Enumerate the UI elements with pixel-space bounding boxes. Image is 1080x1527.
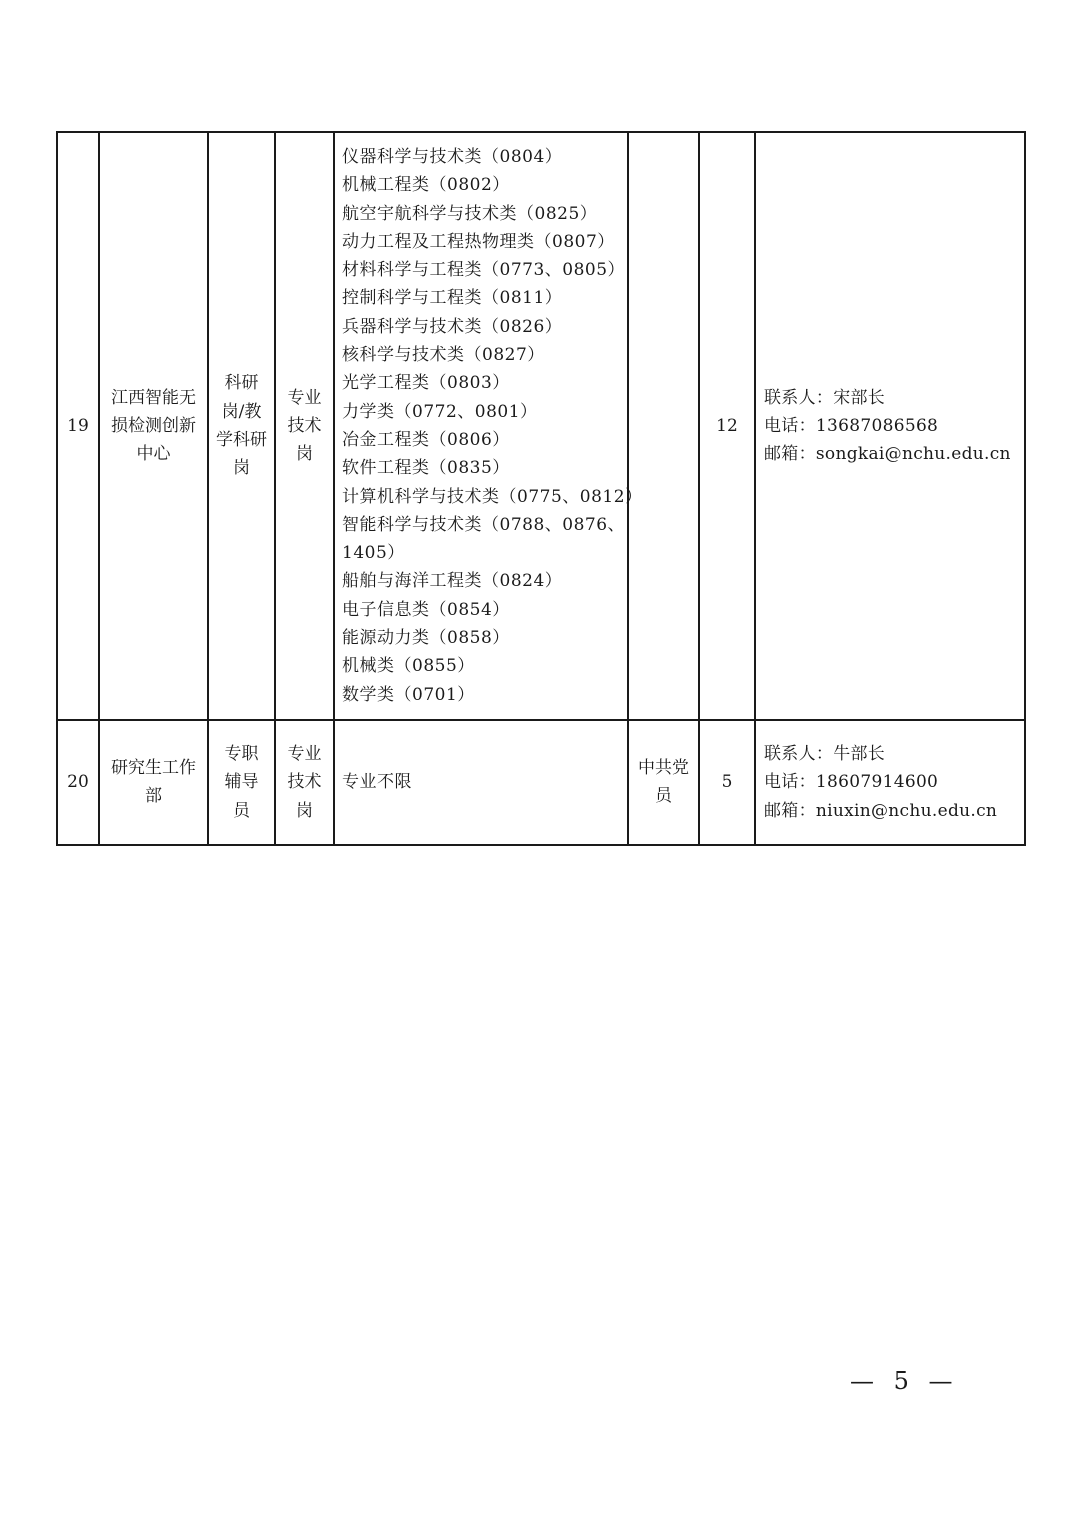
- post-name: 专职辅导员: [224, 743, 259, 821]
- post-type: 专业技术岗: [287, 743, 322, 821]
- political-cell: [628, 132, 699, 720]
- unit-cell: [99, 132, 208, 720]
- unit-cell: [99, 720, 208, 845]
- contact-person: 联系人：牛部长: [764, 743, 886, 764]
- major-item: 控制科学与工程类（0811）: [342, 288, 563, 309]
- post-type-cell: [275, 132, 334, 720]
- major-item: 材料科学与工程类（0773、0805）: [342, 260, 626, 281]
- major-item: 1405）: [342, 543, 405, 564]
- recruitment-table: [56, 131, 1026, 846]
- major-item: 电子信息类（0854）: [342, 599, 510, 620]
- count-cell: [699, 132, 755, 720]
- contact-block: [756, 740, 1024, 825]
- major-item: 动力工程及工程热物理类（0807）: [342, 231, 615, 252]
- hire-count: 12: [716, 415, 738, 436]
- row-number: 20: [67, 772, 89, 793]
- majors-cell: [334, 132, 643, 720]
- majors-list: [335, 758, 627, 806]
- contact-cell: [755, 720, 1025, 845]
- post-name-cell: [208, 132, 275, 720]
- major-item: 计算机科学与技术类（0775、0812）: [342, 486, 643, 507]
- unit-name: 江西智能无损检测创新中心: [111, 387, 196, 465]
- major-item: 航空宇航科学与技术类（0825）: [342, 203, 598, 224]
- contact-email: 邮箱：songkai@nchu.edu.cn: [764, 444, 1011, 465]
- post-type: 专业技术岗: [287, 387, 322, 465]
- contact-block: [756, 384, 1024, 469]
- contact-phone: 电话：13687086568: [764, 415, 939, 436]
- political-cell: [628, 720, 699, 845]
- hire-count: 5: [721, 772, 733, 793]
- major-item: 专业不限: [342, 772, 412, 793]
- major-item: 机械工程类（0802）: [342, 175, 510, 196]
- major-item: 冶金工程类（0806）: [342, 429, 510, 450]
- page-number: — 5 —: [850, 1367, 959, 1395]
- major-item: 核科学与技术类（0827）: [342, 345, 545, 366]
- table-row: [57, 720, 1025, 845]
- count-cell: [699, 720, 755, 845]
- contact-cell: [755, 132, 1025, 720]
- row-number-cell: [57, 132, 99, 720]
- major-item: 力学类（0772、0801）: [342, 401, 538, 422]
- major-item: 机械类（0855）: [342, 656, 475, 677]
- major-item: 智能科学与技术类（0788、0876、: [342, 514, 626, 535]
- major-item: 光学工程类（0803）: [342, 373, 510, 394]
- row-number-cell: [57, 720, 99, 845]
- table-row: [57, 132, 1025, 720]
- political-requirement: 中共党员: [638, 758, 689, 807]
- major-item: 兵器科学与技术类（0826）: [342, 316, 563, 337]
- majors-cell: [334, 720, 628, 845]
- contact-person: 联系人：宋部长: [764, 387, 886, 408]
- major-item: 船舶与海洋工程类（0824）: [342, 571, 563, 592]
- majors-list: [335, 133, 643, 719]
- major-item: 软件工程类（0835）: [342, 458, 510, 479]
- post-name: 科研岗/教学科研岗: [216, 373, 267, 479]
- major-item: 数学类（0701）: [342, 684, 475, 705]
- contact-phone: 电话：18607914600: [764, 772, 939, 793]
- row-number: 19: [67, 415, 89, 436]
- post-name-cell: [208, 720, 275, 845]
- major-item: 仪器科学与技术类（0804）: [342, 147, 563, 167]
- contact-email: 邮箱：niuxin@nchu.edu.cn: [764, 800, 998, 821]
- unit-name: 研究生工作部: [111, 758, 196, 807]
- major-item: 能源动力类（0858）: [342, 628, 510, 649]
- post-type-cell: [275, 720, 334, 845]
